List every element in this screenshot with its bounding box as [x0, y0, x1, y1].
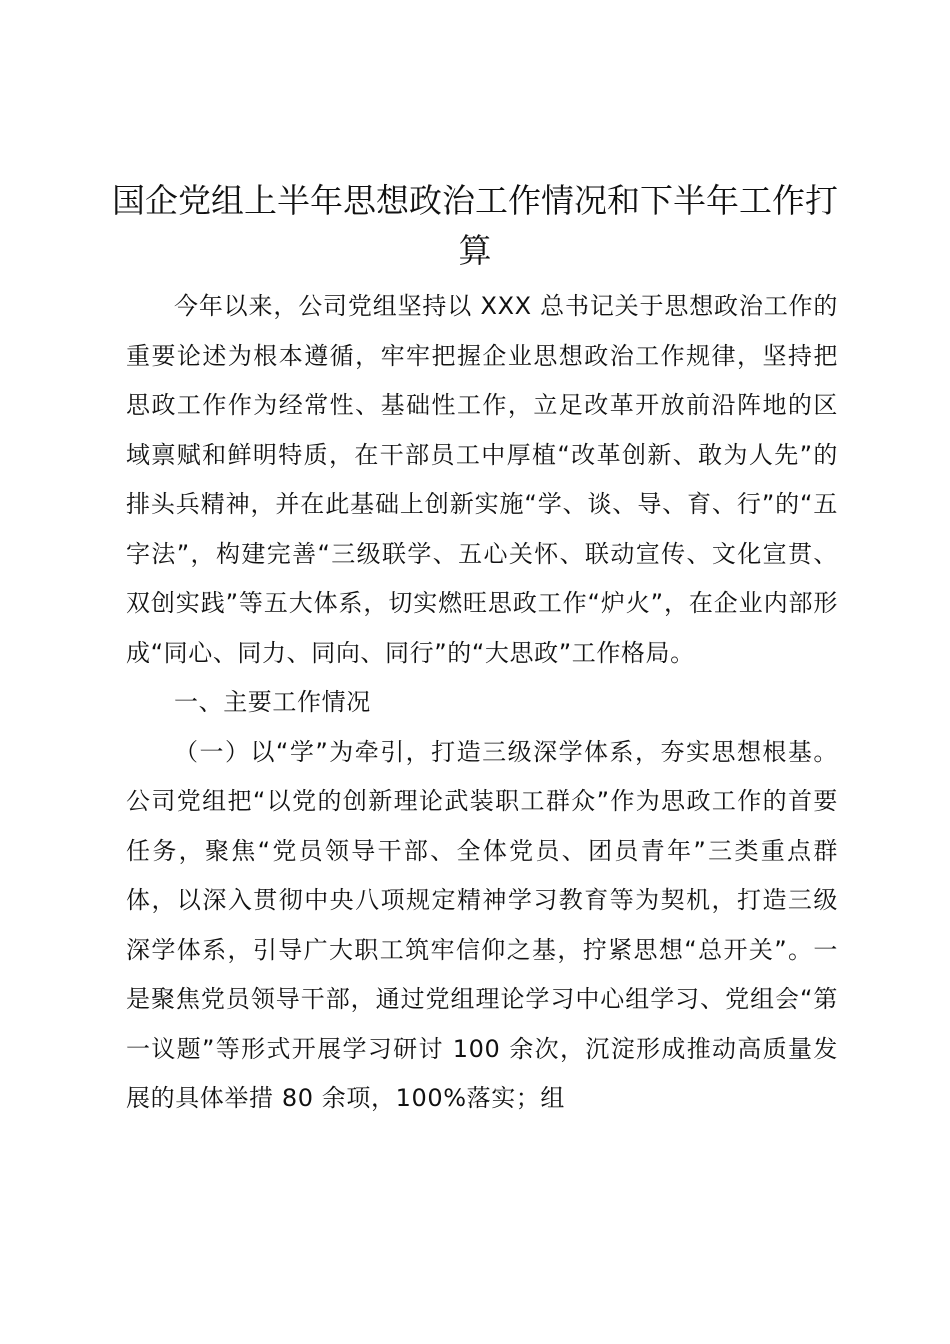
section-heading: 一、主要工作情况 — [174, 688, 371, 716]
intro-paragraph: 今年以来，公司党组坚持以 XXX 总书记关于思想政治工作的重要论述为根本遵循，牢牢把握企业思想政治工作规律，坚持把思政工作作为经常性、基础性工作，立足改革开放前沿阵地的区域禀赋和鲜明特质，在干部员工中厚植“改革创新、敢为人先”的排头兵精神，并在此基础上创新实施“学、谈、导、育、行”的“五字法”，构建完善“三级联学、五心关怀、联动宣传、文化宣贯、双创实践”等五大体系，切实燃旺思政工作“炉火”，在企业内部形成“同心、同力、同向、同行”的“大思政”工作格局。 — [126, 292, 838, 667]
document-title: 国企党组上半年思想政治工作情况和下半年工作打算 — [112, 181, 838, 270]
document-body — [126, 282, 838, 1124]
subsection-paragraph: （一）以“学”为牵引，打造三级深学体系，夯实思想根基。公司党组把“以党的创新理论武装职工群众”作为思政工作的首要任务，聚焦“党员领导干部、全体党员、团员青年”三类重点群体，以深入贯彻中央八项规定精神学习教育等为契机，打造三级深学体系，引导广大职工筑牢信仰之基，拧紧思想“总开关”。一是聚焦党员领导干部，通过党组理论学习中心组学习、党组会“第一议题”等形式开展学习研讨 100 余次，沉淀形成推动高质量发展的具体举措 80 余项，100%落实；组 — [126, 737, 838, 1112]
